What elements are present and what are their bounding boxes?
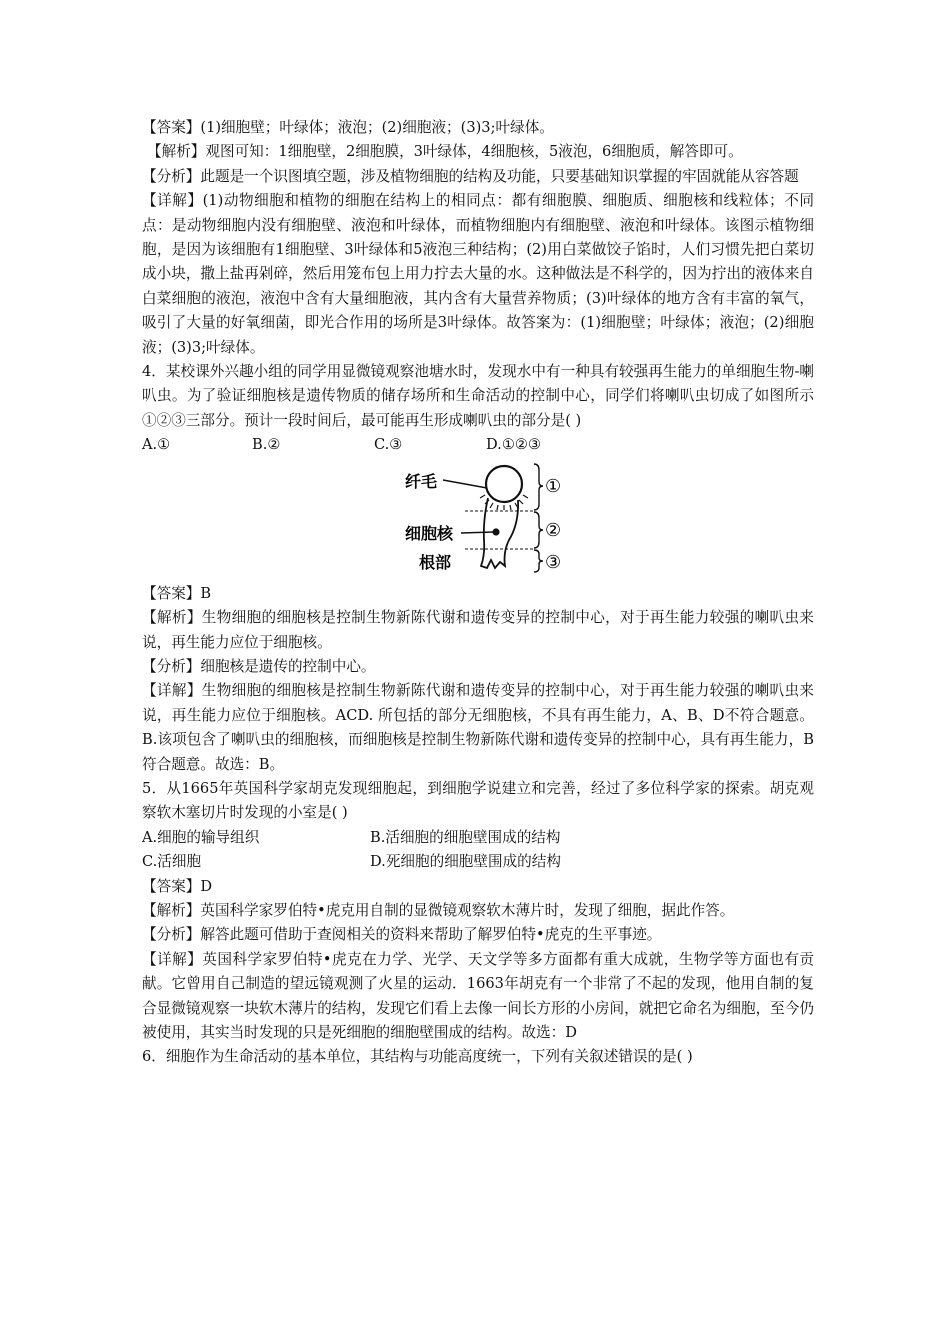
q4-stem: 4．某校课外兴趣小组的同学用显微镜观察池塘水时，发现水中有一种具有较强再生能力的单细胞生物-喇叭虫。为了验证细胞核是遗传物质的储存场所和生命活动的控制中心，同学们将喇叭虫切成了如图所示①②③三部分。预计一段时间后，最可能再生形成喇叭虫的部分是( ) [142,363,814,429]
label-root: 根部 [419,552,452,572]
body-outline [481,498,518,568]
q4-option-b: B.② [252,436,281,454]
q5-answer: 【答案】D [142,877,213,895]
q5-detail: 【详解】英国科学家罗伯特•虎克在力学、光学、天文学等多方面都有重大成就，生物学等方面也有贡献。它曾用自己制造的望远镜观测了火星的运动．1663年胡克有一个非常了不起的发现，他用自制的复合显微镜观察一块软木薄片的结构，发现它们看上去像一间长方形的小房间，就把它命名为细胞，至今仍被使用，其实当时发现的只是死细胞的细胞壁围成的结构。故选：D [142,950,814,1041]
label-cilia: 纤毛 [405,471,438,491]
q4-fenxi: 【分析】细胞核是遗传的控制中心。 [142,657,376,675]
q3-fenxi: 【分析】此题是一个识图填空题，涉及植物细胞的结构及功能，只要基础知识掌握的牢固就能从容答题 [142,167,799,185]
q5-options-row-2 [142,850,814,874]
q5-option-c: C.活细胞 [142,853,202,871]
label-nucleus: 细胞核 [405,523,454,543]
q5-analysis: 【解析】英国科学家罗伯特•虎克用自制的显微镜观察软木薄片时，发现了细胞，据此作答。 [142,901,735,919]
q5-option-a: A.细胞的输导组织 [142,828,260,846]
document-page [142,116,814,1070]
q5-option-d: D.死细胞的细胞壁围成的结构 [370,853,561,871]
q4-option-d: D.①②③ [486,436,542,454]
q4-analysis: 【解析】生物细胞的细胞核是控制生物新陈代谢和遗传变异的控制中心，对于再生能力较强的喇叭虫来说，再生能力应位于细胞核。 [142,609,814,651]
trumpet-worm-diagram [405,460,565,580]
brace-3 [534,550,543,572]
q4-detail: 【详解】生物细胞的细胞核是控制生物新陈代谢和遗传变异的控制中心，对于再生能力较强的喇叭虫来说，再生能力应位于细胞核。ACD. 所包括的部分无细胞核，不具有再生能力，A、B、D不符合题意。B.该项包含了喇叭虫的细胞核，而细胞核是控制生物新陈代谢和遗传变异的控制中心，具有再生能力，B符合题意。故选：B。 [142,682,814,773]
nucleus-pointer [461,532,493,533]
q4-answer: 【答案】B [142,584,212,602]
brace-2 [534,512,543,548]
trumpet-worm-figure [142,460,814,582]
q4-option-a: A.① [142,436,171,454]
q5-options-row-1 [142,826,814,850]
q3-answer: 【答案】(1)细胞壁；叶绿体；液泡；(2)细胞液；(3)3;叶绿体。 [142,119,554,136]
q4-option-c: C.③ [374,436,403,454]
q5-stem: 5．从1665年英国科学家胡克发现细胞起，到细胞学说建立和完善，经过了多位科学家的探索。胡克观察软木塞切片时发现的小室是( ) [142,779,814,822]
q5-option-b: B.活细胞的细胞壁围成的结构 [370,828,561,846]
label-part-1: ① [545,475,562,497]
q5-fenxi: 【分析】解答此题可借助于查阅相关的资料来帮助了解罗伯特•虎克的生平事迹。 [142,926,662,944]
q3-detail: 【详解】(1)动物细胞和植物的细胞在结构上的相同点：都有细胞膜、细胞质、细胞核和线粒体；不同点：是动物细胞内没有细胞壁、液泡和叶绿体，而植物细胞内有细胞壁、液泡和叶绿体。该图示植物细胞，是因为该细胞有1细胞壁、3叶绿体和5液泡三种结构；(2)用白菜做饺子馅时，人们习惯先把白菜切成小块，撒上盐再剁碎，然后用笼布包上用力拧去大量的水。这种做法是不科学的，因为拧出的液体来自白菜细胞的液泡，液泡中含有大量细胞液，其内含有大量营养物质；(3)叶绿体的地方含有丰富的氧气，吸引了大量的好氧细菌，即光合作用的场所是3叶绿体。故答案为：(1)细胞壁；叶绿体；液泡；(2)细胞液；(3)3;叶绿体。 [142,192,814,356]
q3-analysis: 【解析】观图可知：1细胞壁，2细胞膜，3叶绿体，4细胞核，5液泡，6细胞质，解答即可。 [147,143,743,161]
label-part-3: ③ [545,551,562,573]
label-part-2: ② [545,519,562,541]
brace-1 [534,464,543,510]
nucleus-dot [492,528,499,535]
q4-options [142,433,814,457]
cilia-pointer [443,480,487,488]
cilia-disc [486,466,522,502]
q6-stem: 6．细胞作为生命活动的基本单位，其结构与功能高度统一，下列有关叙述错误的是( ) [142,1048,693,1066]
